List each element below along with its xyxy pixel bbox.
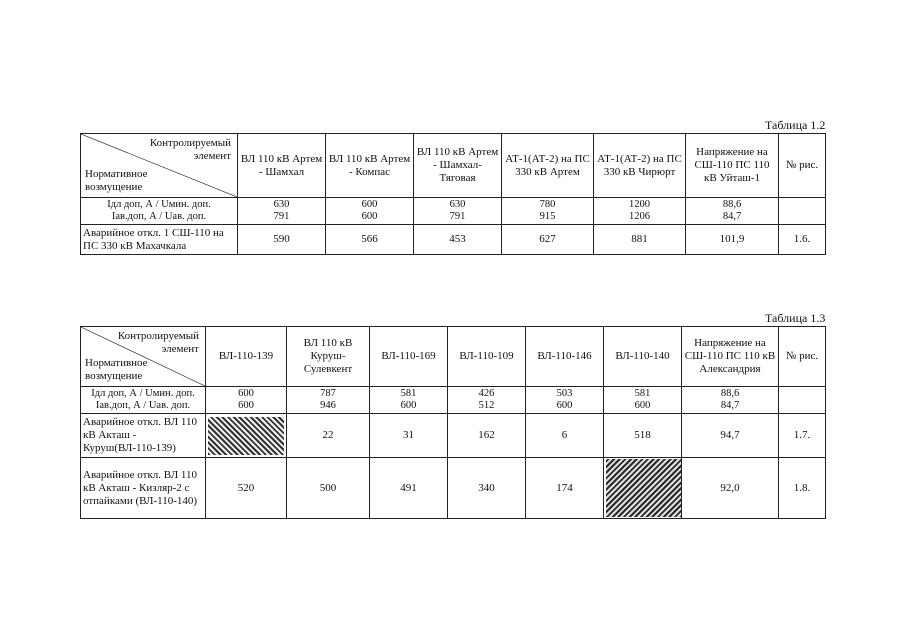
column-header: Напряжение на СШ-110 ПС 110 кВ Александрия: [682, 327, 779, 387]
table-cell: 162: [448, 414, 526, 458]
header-controlled-element: Контролируемый элемент: [117, 330, 199, 355]
norm-value: 780 915: [502, 198, 594, 225]
column-header: АТ-1(АТ-2) на ПС 330 кВ Чирюрт: [594, 134, 686, 198]
norm-value: 581 600: [604, 387, 682, 414]
table-cell: 101,9: [686, 225, 779, 255]
norm-value: 630 791: [238, 198, 326, 225]
table-cell: 6: [526, 414, 604, 458]
column-header: ВЛ-110-146: [526, 327, 604, 387]
column-header: ВЛ-110-169: [370, 327, 448, 387]
table-cell: 453: [414, 225, 502, 255]
norm-value: 630 791: [414, 198, 502, 225]
column-header: ВЛ 110 кВ Артем - Шамхал: [238, 134, 326, 198]
column-header: Напряжение на СШ-110 ПС 110 кВ Уйташ-1: [686, 134, 779, 198]
column-header: № рис.: [779, 134, 826, 198]
norm-value: 1200 1206: [594, 198, 686, 225]
norm-value: [779, 387, 826, 414]
column-header: № рис.: [779, 327, 826, 387]
norm-value: 600 600: [326, 198, 414, 225]
hatch-pattern: [606, 459, 682, 517]
column-header: ВЛ 110 кВ Куруш- Сулевкент: [287, 327, 370, 387]
norm-value: 88,6 84,7: [682, 387, 779, 414]
norm-value: 88,6 84,7: [686, 198, 779, 225]
column-header: ВЛ-110-139: [206, 327, 287, 387]
row-label: Аварийное откл. ВЛ 110 кВ Акташ - Кизляр-2 с отпайками (ВЛ-110-140): [81, 458, 206, 519]
column-header: ВЛ-110-140: [604, 327, 682, 387]
column-header: ВЛ-110-109: [448, 327, 526, 387]
norm-value: 581 600: [370, 387, 448, 414]
header-normative-disturbance: Нормативное возмущение: [85, 168, 148, 193]
hatched-cell: [206, 414, 287, 458]
column-header: ВЛ 110 кВ Артем - Компас: [326, 134, 414, 198]
norm-limits-label: Iдл доп, А / Uмин. доп. Iав.доп, А / Uав. доп.: [81, 198, 238, 225]
table-cell: 1.6.: [779, 225, 826, 255]
column-header: ВЛ 110 кВ Артем - Шамхал- Тяговая: [414, 134, 502, 198]
header-normative-disturbance: Нормативное возмущение: [85, 357, 148, 382]
table-cell: 881: [594, 225, 686, 255]
hatched-cell: [604, 458, 682, 519]
table-1-2-caption: Таблица 1.2: [765, 118, 826, 132]
table-cell: 1.7.: [779, 414, 826, 458]
norm-value: [779, 198, 826, 225]
diagonal-header-cell: [81, 134, 238, 198]
row-label: Аварийное откл. ВЛ 110 кВ Акташ - Куруш(ВЛ-110-139): [81, 414, 206, 458]
table-cell: 22: [287, 414, 370, 458]
header-controlled-element: Контролируемый элемент: [149, 137, 231, 162]
table-cell: 500: [287, 458, 370, 519]
table-1-3-caption: Таблица 1.3: [765, 311, 826, 325]
norm-value: 787 946: [287, 387, 370, 414]
table-1-3: [80, 326, 826, 519]
table-cell: 174: [526, 458, 604, 519]
table-cell: 31: [370, 414, 448, 458]
diagonal-header-cell: [81, 327, 206, 387]
norm-limits-label: Iдл доп, А / Uмин. доп. Iав.доп, А / Uав. доп.: [81, 387, 206, 414]
table-cell: 520: [206, 458, 287, 519]
table-cell: 627: [502, 225, 594, 255]
table-cell: 340: [448, 458, 526, 519]
norm-value: 426 512: [448, 387, 526, 414]
hatch-pattern: [208, 417, 284, 455]
table-cell: 518: [604, 414, 682, 458]
table-cell: 92,0: [682, 458, 779, 519]
norm-value: 600 600: [206, 387, 287, 414]
table-cell: 94,7: [682, 414, 779, 458]
table-cell: 590: [238, 225, 326, 255]
norm-value: 503 600: [526, 387, 604, 414]
row-label: Аварийное откл. 1 СШ-110 на ПС 330 кВ Махачкала: [81, 225, 238, 255]
table-cell: 566: [326, 225, 414, 255]
table-cell: 1.8.: [779, 458, 826, 519]
table-1-2: [80, 133, 826, 255]
table-cell: 491: [370, 458, 448, 519]
column-header: АТ-1(АТ-2) на ПС 330 кВ Артем: [502, 134, 594, 198]
